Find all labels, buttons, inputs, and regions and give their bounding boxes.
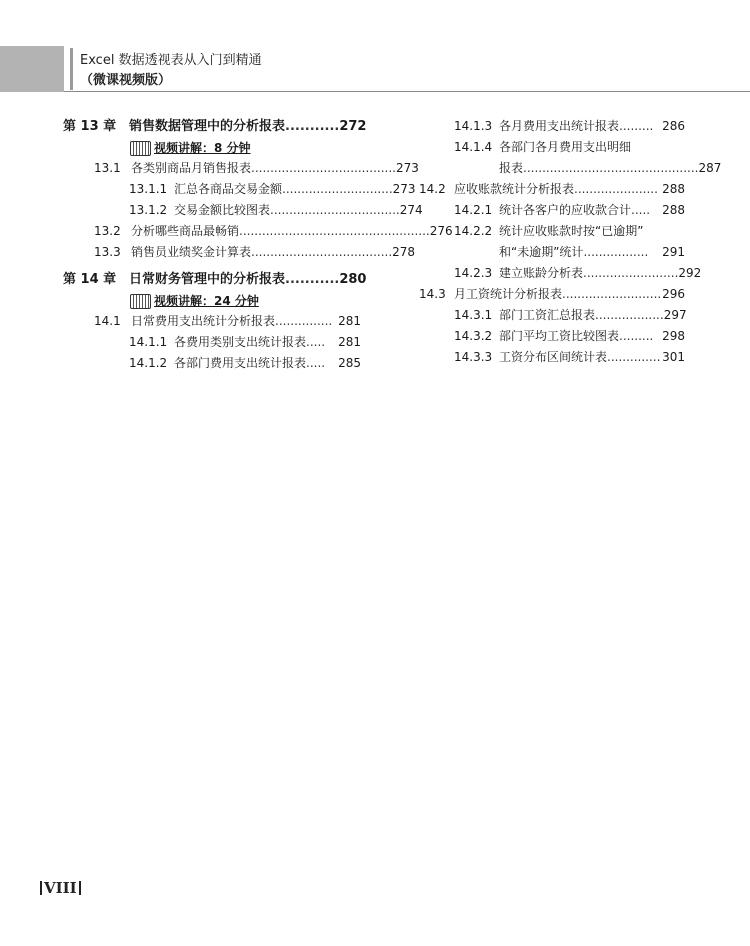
toc-leader-dots: ..................................................: [239, 224, 430, 238]
folio-bar-left: [40, 881, 42, 895]
toc-entry-sub[interactable]: [419, 305, 685, 326]
toc-entry-section[interactable]: [419, 284, 685, 305]
toc-page-number: 278: [392, 245, 416, 259]
toc-entry-title: 部门平均工资比较图表: [499, 329, 620, 343]
toc-entry-title: 日常财务管理中的分析报表: [129, 272, 286, 287]
toc-entry-number: 14.3: [419, 287, 446, 301]
toc-entry-number: 14.1.4: [454, 140, 493, 154]
toc-entry-title: 和“未逾期”统计: [499, 245, 584, 259]
toc-leader-dots: .....................................: [251, 245, 393, 259]
toc-entry-title: 日常费用支出统计分析报表: [131, 314, 276, 328]
toc-entry-section[interactable]: [63, 311, 361, 332]
toc-entry-sub[interactable]: [419, 200, 685, 221]
toc-entry-section[interactable]: [63, 242, 416, 263]
toc-entry-number: 第 14 章: [63, 272, 117, 287]
video-lecture-note: [63, 138, 361, 158]
toc-entry-sub[interactable]: [419, 263, 702, 284]
toc-entry-number: 14.1.1: [129, 335, 168, 349]
toc-entry-number: 14.1: [94, 314, 121, 328]
toc-page-number: 296: [662, 287, 685, 301]
toc-page-number: 286: [662, 119, 685, 133]
video-duration-label: 视频讲解：8 分钟: [154, 141, 251, 155]
toc-entry-number: 14.2.1: [454, 203, 493, 217]
folio-number: VIII: [44, 879, 77, 897]
toc-page-number: 298: [662, 329, 685, 343]
toc-entry-number: 13.1.2: [129, 203, 168, 217]
toc-entry-sub[interactable]: [419, 221, 685, 242]
toc-page-number: 285: [338, 356, 361, 370]
toc-page-number: 301: [662, 350, 685, 364]
toc-entry-number: 13.1: [94, 161, 121, 175]
toc-leader-dots: ......................: [574, 182, 658, 196]
folio-bar-right: [79, 881, 81, 895]
toc-entry-title: 交易金额比较图表: [174, 203, 271, 217]
toc-entry-number: 14.3.3: [454, 350, 493, 364]
toc-leader-dots: ..........................: [562, 287, 662, 301]
toc-entry-title: 各部门各月费用支出明细: [499, 140, 632, 154]
toc-column-right: [419, 116, 722, 368]
toc-leader-dots: .............................: [282, 182, 393, 196]
toc-page-number: 287: [698, 161, 722, 175]
page-folio: [38, 879, 83, 897]
toc-leader-dots: .....: [631, 203, 651, 217]
toc-leader-dots: .........: [619, 119, 654, 133]
toc-leader-dots: .....: [306, 335, 326, 349]
toc-entry-title: 统计各客户的应收款合计: [499, 203, 632, 217]
toc-page-number: 272: [339, 119, 367, 134]
toc-entry-sub[interactable]: [419, 116, 685, 137]
toc-entry-number: 13.3: [94, 245, 121, 259]
toc-entry-title: 应收账款统计分析报表: [454, 182, 575, 196]
toc-leader-dots: .................: [583, 245, 649, 259]
toc-entry-number: 13.1.1: [129, 182, 168, 196]
toc-leader-dots: ..................: [595, 308, 664, 322]
toc-entry-cont[interactable]: [419, 242, 685, 263]
toc-entry-sub[interactable]: [419, 326, 685, 347]
toc-entry-sub[interactable]: [419, 347, 685, 368]
toc-entry-sub[interactable]: [63, 332, 361, 353]
toc-leader-dots: ..................................: [270, 203, 400, 217]
toc-entry-cont[interactable]: [419, 158, 722, 179]
video-film-icon: [130, 141, 151, 156]
toc-entry-number: 13.2: [94, 224, 121, 238]
toc-entry-title: 各部门费用支出统计报表: [174, 356, 307, 370]
toc-entry-title: 分析哪些商品最畅销: [131, 224, 240, 238]
toc-page-number: 288: [662, 203, 685, 217]
toc-entry-title: 各月费用支出统计报表: [499, 119, 620, 133]
toc-entry-title: 统计应收账款时按“已逾期”: [499, 224, 644, 238]
toc-entry-chapter[interactable]: [63, 116, 367, 138]
toc-page-number: 276: [429, 224, 453, 238]
book-title: Excel 数据透视表从入门到精通: [80, 53, 262, 68]
toc-page-number: 281: [338, 335, 361, 349]
toc-entry-sub[interactable]: [419, 137, 685, 158]
toc-entry-number: 14.2.3: [454, 266, 493, 280]
video-film-icon: [130, 294, 151, 309]
toc-page-number: 274: [399, 203, 423, 217]
toc-leader-dots: ...........: [285, 119, 340, 134]
toc-entry-number: 14.1.3: [454, 119, 493, 133]
toc-entry-title: 部门工资汇总报表: [499, 308, 596, 322]
toc-entry-number: 14.2: [419, 182, 446, 196]
toc-page-number: 297: [663, 308, 687, 322]
toc-page-number: 291: [662, 245, 685, 259]
toc-page-number: 281: [338, 314, 361, 328]
toc-entry-chapter[interactable]: [63, 269, 367, 291]
toc-page-number: 280: [339, 272, 367, 287]
toc-entry-sub[interactable]: [63, 179, 416, 200]
toc-leader-dots: .........: [619, 329, 654, 343]
toc-entry-sub[interactable]: [63, 200, 423, 221]
toc-entry-number: 第 13 章: [63, 119, 117, 134]
toc-entry-number: 14.1.2: [129, 356, 168, 370]
toc-entry-title: 销售员业绩奖金计算表: [131, 245, 252, 259]
toc-leader-dots: .....: [306, 356, 326, 370]
toc-leader-dots: ..............................................: [523, 161, 699, 175]
toc-page-number: 288: [662, 182, 685, 196]
toc-page-number: 273: [392, 182, 416, 196]
toc-page-number: 292: [678, 266, 702, 280]
toc-entry-title: 各类别商品月销售报表: [131, 161, 252, 175]
toc-entry-title: 工资分布区间统计表: [499, 350, 608, 364]
toc-leader-dots: .........................: [583, 266, 679, 280]
toc-entry-title: 销售数据管理中的分析报表: [129, 119, 286, 134]
toc-leader-dots: ...............: [275, 314, 333, 328]
toc-entry-title: 各费用类别支出统计报表: [174, 335, 307, 349]
toc-entry-section[interactable]: [63, 221, 453, 242]
video-duration-label: 视频讲解：24 分钟: [154, 294, 259, 308]
book-subtitle: （微课视频版）: [80, 73, 172, 88]
toc-entry-section[interactable]: [419, 179, 685, 200]
toc-entry-number: 14.2.2: [454, 224, 493, 238]
toc-entry-number: 14.3.1: [454, 308, 493, 322]
toc-page-number: 273: [395, 161, 419, 175]
toc-entry-title: 建立账龄分析表: [499, 266, 584, 280]
toc-entry-title: 汇总各商品交易金额: [174, 182, 283, 196]
toc-leader-dots: ...........: [285, 272, 340, 287]
toc-entry-title: 报表: [499, 161, 524, 175]
toc-entry-sub[interactable]: [63, 353, 361, 374]
video-lecture-note: [63, 291, 361, 311]
header-gray-tab: [0, 46, 64, 92]
header-rule: [64, 91, 750, 92]
toc-entry-section[interactable]: [63, 158, 419, 179]
toc-leader-dots: ..............: [607, 350, 661, 364]
toc-entry-title: 月工资统计分析报表: [454, 287, 563, 301]
header-vertical-bar: [70, 48, 73, 90]
toc-entry-number: 14.3.2: [454, 329, 493, 343]
toc-leader-dots: ......................................: [251, 161, 396, 175]
